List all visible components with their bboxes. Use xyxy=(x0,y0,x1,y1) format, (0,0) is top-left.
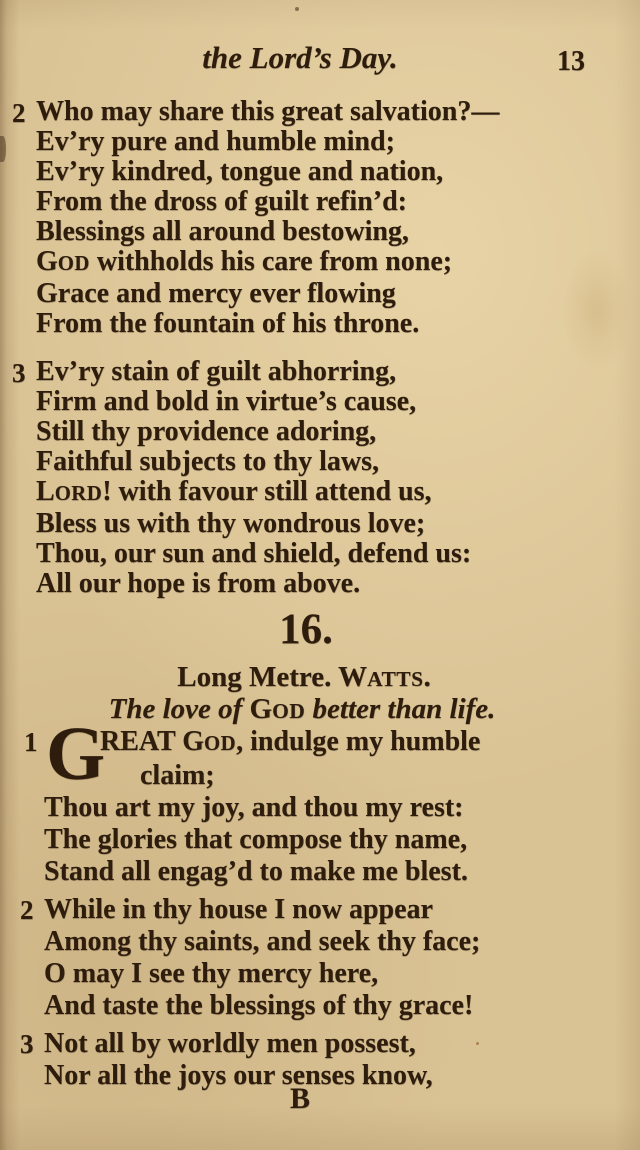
metre-text: . xyxy=(423,661,431,693)
line-text: REAT G xyxy=(100,726,204,757)
line-text: withholds his care from none; xyxy=(89,246,453,277)
line-text: , indulge my humble xyxy=(236,726,481,757)
verse-line xyxy=(100,726,480,760)
verse-line: O may I see thy mercy here, xyxy=(44,958,379,989)
verse-line: And taste the blessings of thy grace! xyxy=(44,990,474,1021)
author-name-small-caps: ATTS xyxy=(367,667,424,691)
subject-text: better than life. xyxy=(305,693,496,725)
small-caps-text: OD xyxy=(57,253,90,275)
verse-line xyxy=(36,477,471,509)
verse-line: Thou art my joy, and thou my rest: xyxy=(44,792,464,823)
hymn-number: 16. xyxy=(279,606,333,653)
line-text: ! with favour still attend us, xyxy=(102,476,432,507)
page-edge-mark xyxy=(0,136,6,162)
verse-line: Stand all engag’d to make me blest. xyxy=(44,856,468,887)
verse-line: Not all by worldly men possest, xyxy=(44,1028,416,1059)
deity-name-small-caps: OD xyxy=(272,699,306,723)
deity-name-cap: G xyxy=(249,693,273,725)
small-caps-text: ORD xyxy=(54,483,103,505)
verse-line: While in thy house I now appear xyxy=(44,894,433,925)
verse xyxy=(24,712,481,888)
running-title: the Lord’s Day. xyxy=(202,40,398,75)
verse-line: Firm and bold in virtue’s cause, xyxy=(36,386,417,417)
verse-number: 1 xyxy=(24,727,38,757)
metre-text: Long Metre. W xyxy=(177,661,368,693)
verse-number: 2 xyxy=(12,98,26,128)
page-number: 13 xyxy=(557,46,585,77)
verse-line: From the fountain of his throne. xyxy=(36,308,420,339)
verse-line: Blessings all around bestowing, xyxy=(36,216,409,247)
verse-line: The glories that compose thy name, xyxy=(44,824,468,855)
verse-line: Still thy providence adoring, xyxy=(36,416,377,447)
verse-number: 2 xyxy=(20,895,34,925)
metre-line xyxy=(0,661,608,694)
verse-line: Ev’ry pure and humble mind; xyxy=(36,126,395,157)
paper-stain xyxy=(562,250,632,370)
verse-line: Bless us with thy wondrous love; xyxy=(36,508,426,539)
drop-cap: G xyxy=(46,712,106,796)
verse-line: Ev’ry kindred, tongue and nation, xyxy=(36,156,444,187)
small-caps-text: OD xyxy=(204,733,237,755)
line-text: L xyxy=(36,476,55,507)
verse-line xyxy=(36,247,499,279)
verse-line: Nor all the joys our senses know, xyxy=(44,1060,433,1091)
verse-number: 3 xyxy=(20,1029,34,1059)
verse-line: From the dross of guilt refin’d: xyxy=(36,186,407,217)
verse-line: Grace and mercy ever flowing xyxy=(36,278,396,309)
verse-number: 3 xyxy=(12,358,26,388)
verse-line: Who may share this great salvation?— xyxy=(36,96,500,127)
signature-mark: B xyxy=(289,1082,310,1115)
line-text: G xyxy=(36,246,58,277)
verse xyxy=(12,356,472,599)
verse-line: All our hope is from above. xyxy=(36,568,361,599)
verse-line: Thou, our sun and shield, defend us: xyxy=(36,538,472,569)
verse-line: Among thy saints, and seek thy face; xyxy=(44,926,481,957)
verse-line: claim; xyxy=(140,760,215,791)
verse-line: Faithful subjects to thy laws, xyxy=(36,446,380,477)
verse-line: Ev’ry stain of guilt abhorring, xyxy=(36,356,397,387)
verse xyxy=(12,96,500,339)
paper-speck xyxy=(295,7,299,11)
verse xyxy=(20,894,481,1022)
paper-speck xyxy=(476,1042,479,1045)
subject-text: The love of xyxy=(108,693,250,725)
